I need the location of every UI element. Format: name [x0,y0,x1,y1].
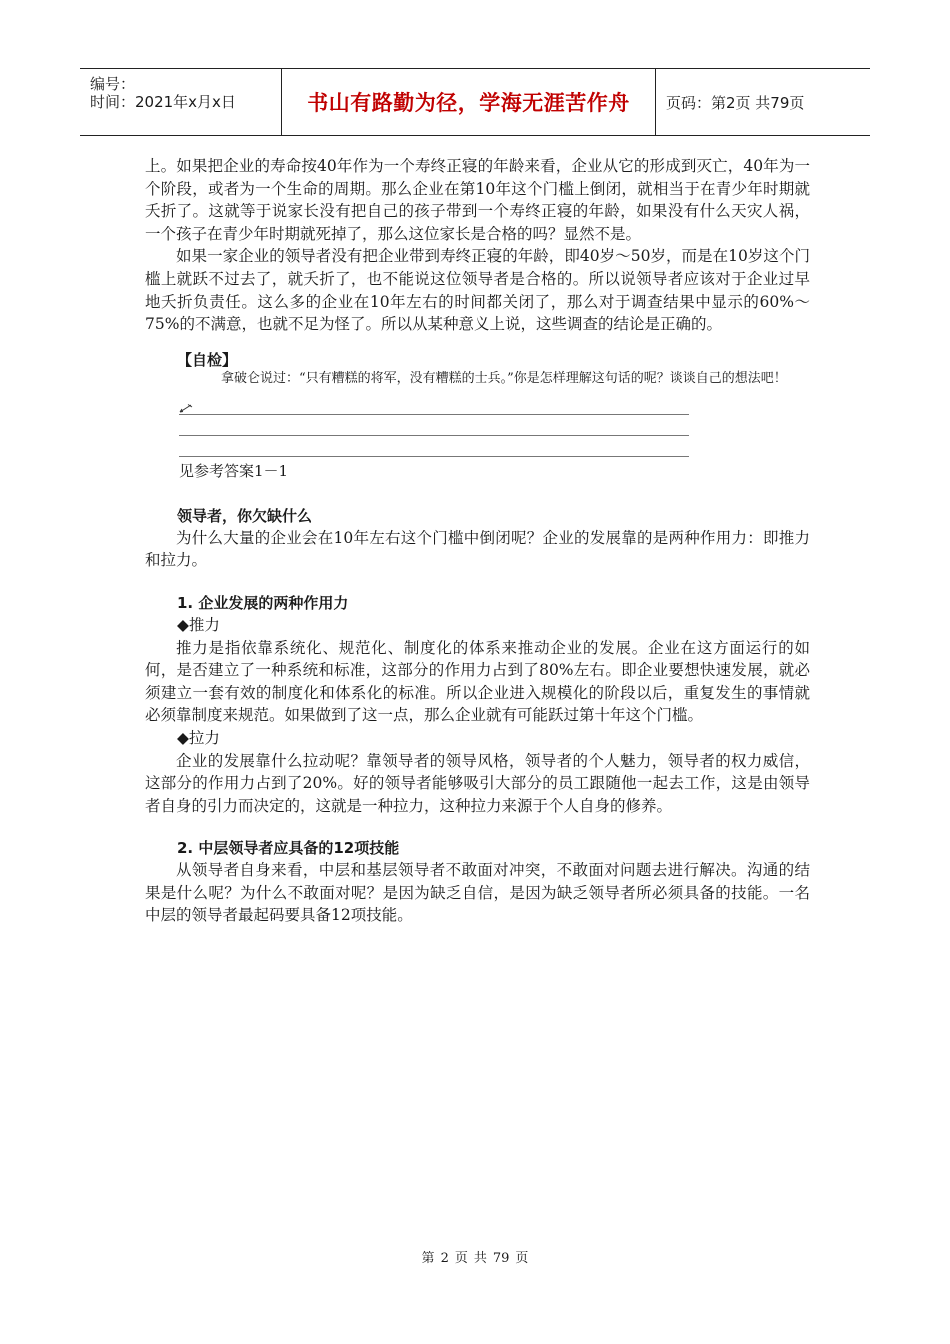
section-heading: 领导者，你欠缺什么 [177,506,313,525]
self-check-question: 拿破仑说过：“只有糟糕的将军，没有糟糕的士兵。”你是怎样理解这句话的呢？谈谈自己的想法吧！ [221,370,787,386]
self-check-heading: 【自检】 [177,350,238,369]
document-body [145,155,810,927]
paragraph: 如果一家企业的领导者没有把企业带到寿终正寝的年龄，即40岁～50岁，而是在10岁这个门槛上就跃不过去了，就夭折了，也不能说这位领导者是合格的。所以说领导者应该对于企业过早地夭折负责任。这么多的企业在10年左右的时间都关闭了，那么对于调查结果中显示的60%～75%的不满意，也就不足为怪了。所以从某种意义上说，这些调查的结论是正确的。 [145,247,810,334]
bullet-push: ◆推力 [177,615,220,634]
header-page-label: 页码：第2页 共79页 [666,93,805,112]
paragraph: 企业的发展靠什么拉动呢？靠领导者的领导风格，领导者的个人魅力，领导者的权力威信，这部分的作用力占到了20%。好的领导者能够吸引大部分的员工跟随他一起去工作，这是由领导者自身的引力而决定的，这就是一种拉力，这种拉力来源于个人自身的修养。 [145,751,810,815]
page-header [80,68,870,136]
answer-line [179,394,689,415]
answer-line [179,436,689,457]
footer-page-number: 2 [440,1251,449,1266]
paragraph: 上。如果把企业的寿命按40年作为一个寿终正寝的年龄来看，企业从它的形成到灭亡，40年为一个阶段，或者为一个生命的周期。那么企业在第10年这个门槛上倒闭，就相当于在青少年时期就夭折了。这就等于说家长没有把自己的孩子带到一个寿终正寝的年龄，如果没有什么天灾人祸，一个孩子在青少年时期就死掉了，那么这位家长是合格的吗？显然不是。 [145,157,810,243]
footer-di: 第 [421,1251,435,1266]
pen-icon [179,403,193,413]
footer-ye2: 页 [515,1251,529,1266]
footer-total-pages: 79 [492,1251,510,1266]
document-date-label: 时间：2021年x月x日 [90,93,236,111]
answer-area [179,394,689,457]
subsection-heading-forces: 1. 企业发展的两种作用力 [177,593,349,612]
see-answer-reference: 见参考答案1－1 [179,461,289,480]
answer-line [179,415,689,436]
footer-ye: 页 [454,1251,468,1266]
subsection-heading-skills: 2. 中层领导者应具备的12项技能 [177,839,400,858]
page-footer [0,1247,950,1266]
bullet-pull: ◆拉力 [177,728,220,747]
paragraph: 为什么大量的企业会在10年左右这个门槛中倒闭呢？企业的发展靠的是两种作用力：即推力和拉力。 [145,528,810,570]
document-number-label: 编号： [90,75,136,93]
header-motto: 书山有路勤为径，学海无涯苦作舟 [282,69,656,135]
paragraph: 推力是指依靠系统化、规范化、制度化的体系来推动企业的发展。企业在这方面运行的如何，是否建立了一种系统和标准，这部分的作用力占到了80%左右。即企业要想快速发展，就必须建立一套有效的制度化和体系化的标准。所以企业进入规模化的阶段以后，重复发生的事情就必须靠制度来规范。如果做到了这一点，那么企业就有可能跃过第十年这个门槛。 [145,638,810,725]
paragraph: 从领导者自身来看，中层和基层领导者不敢面对冲突，不敢面对问题去进行解决。沟通的结果是什么呢？为什么不敢面对呢？是因为缺乏自信，是因为缺乏领导者所必须具备的技能。一名中层的领导者最起码要具备12项技能。 [145,861,810,925]
footer-gong: 共 [473,1251,487,1266]
header-meta-cell [80,69,282,135]
